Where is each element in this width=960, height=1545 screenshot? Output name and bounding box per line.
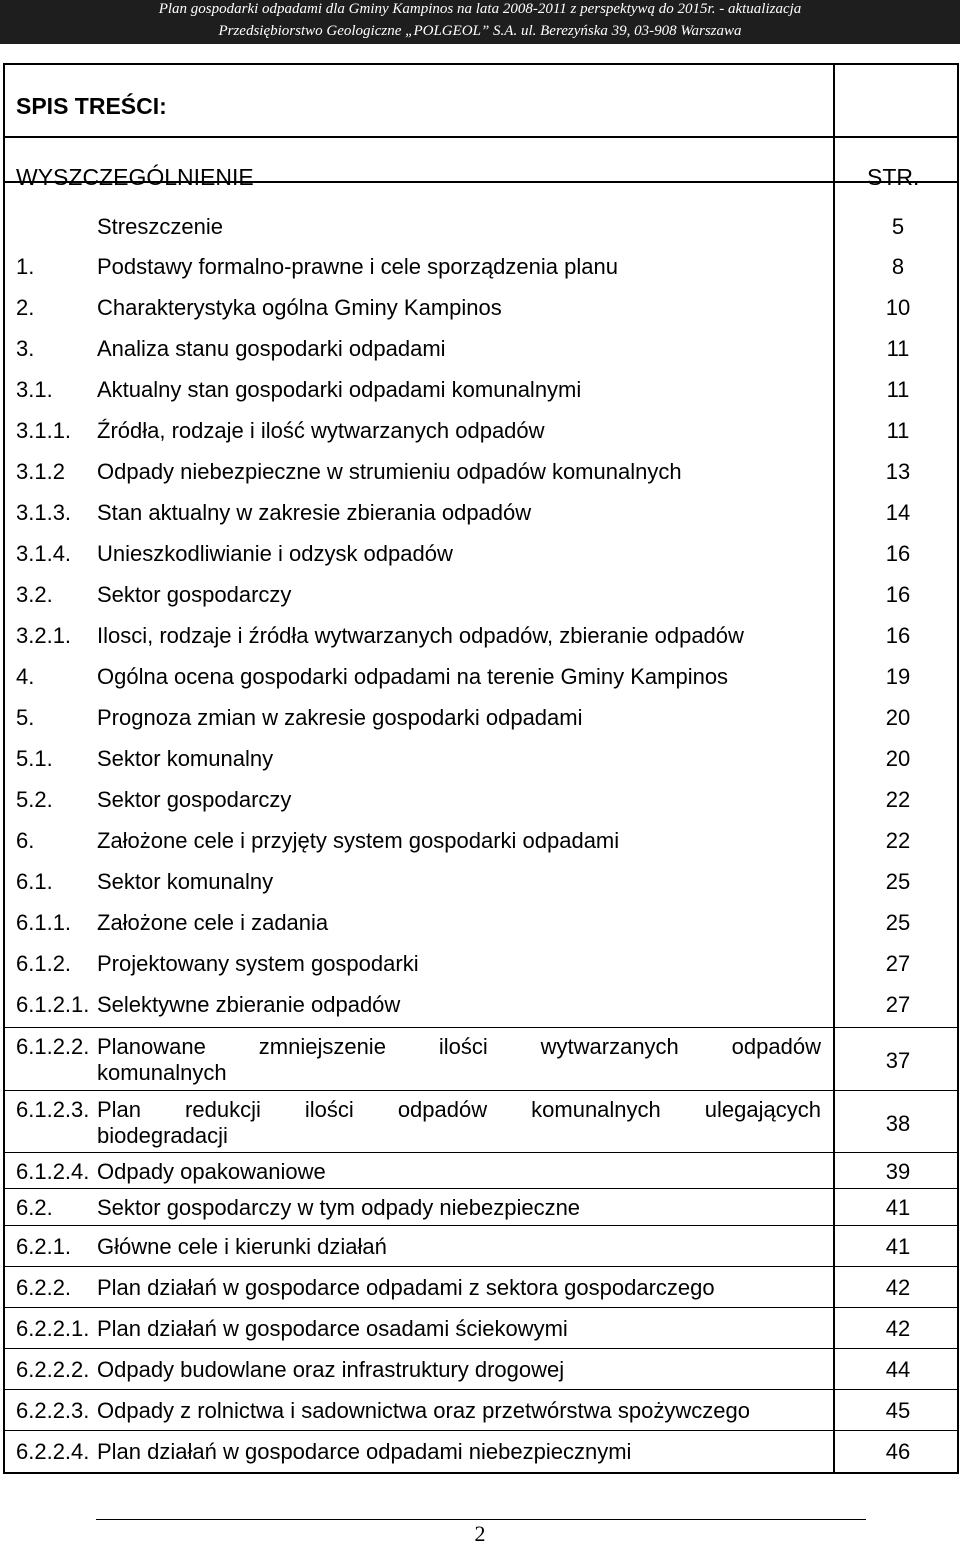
- toc-row-number: 3.1.4.: [16, 541, 72, 566]
- toc-row-page: 42: [885, 1316, 911, 1341]
- row-divider: [5, 1090, 957, 1091]
- row-divider: [5, 1307, 957, 1308]
- toc-row-title: Założone cele i przyjęty system gospodarki odpadami: [97, 828, 620, 853]
- row-divider: [5, 1430, 957, 1431]
- toc-row-title: Selektywne zbieranie odpadów: [97, 992, 401, 1017]
- toc-row-number: 6.1.2.: [16, 951, 72, 976]
- toc-row-page: 20: [885, 746, 911, 771]
- toc-row-page: 39: [885, 1159, 911, 1184]
- toc-row-page: 37: [885, 1048, 911, 1073]
- toc-row-title: Sektor gospodarczy w tym odpady niebezpieczne: [97, 1195, 581, 1220]
- header-line-1: Plan gospodarki odpadami dla Gminy Kampinos na lata 2008-2011 z perspektywą do 2015r. - aktualizacja: [158, 1, 802, 17]
- row-divider: [5, 1348, 957, 1349]
- toc-row-number: 5.: [16, 705, 35, 730]
- toc-row-page: 11: [886, 418, 910, 443]
- toc-row-title: Sektor gospodarczy: [97, 787, 292, 812]
- row-divider: [5, 1389, 957, 1390]
- toc-row-title-line-2: komunalnych: [97, 1060, 227, 1085]
- toc-row-title-line-2: biodegradacji: [97, 1123, 228, 1148]
- toc-row-number: 3.2.1.: [16, 623, 72, 648]
- footer-rule: [96, 1519, 866, 1520]
- toc-row-page: 14: [885, 500, 911, 525]
- toc-row-title: Analiza stanu gospodarki odpadami: [97, 336, 446, 361]
- toc-row-number: 3.2.: [16, 582, 53, 607]
- toc-row-page: 16: [885, 541, 911, 566]
- toc-row-number: 6.1.2.3.: [16, 1097, 90, 1122]
- toc-row-page: 41: [885, 1234, 911, 1259]
- toc-row-page: 25: [885, 869, 911, 894]
- toc-row-title-line-1: Planowane zmniejszenie ilości wytwarzanych odpadów: [97, 1034, 821, 1059]
- toc-row-title: Podstawy formalno-prawne i cele sporządzenia planu: [97, 254, 618, 279]
- toc-row-page: 46: [885, 1439, 911, 1464]
- toc-row-title: Ogólna ocena gospodarki odpadami na terenie Gminy Kampinos: [97, 664, 729, 689]
- toc-row-number: 6.2.2.2.: [16, 1357, 90, 1382]
- toc-row-title: Stan aktualny w zakresie zbierania odpadów: [97, 500, 532, 525]
- page-column-heading: STR.: [867, 164, 920, 190]
- toc-row-number: 3.1.: [16, 377, 53, 402]
- title-divider: [5, 136, 957, 138]
- toc-row-page: 8: [891, 254, 905, 279]
- column-heading: WYSZCZEGÓLNIENIE: [16, 164, 254, 190]
- toc-row-title: Streszczenie: [97, 214, 223, 239]
- toc-row-page: 20: [885, 705, 911, 730]
- toc-row-number: 6.: [16, 828, 35, 853]
- toc-row-title: Ilosci, rodzaje i źródła wytwarzanych odpadów, zbieranie odpadów: [97, 623, 744, 648]
- toc-row-title: Odpady opakowaniowe: [97, 1159, 326, 1184]
- toc-row-title: Główne cele i kierunki działań: [97, 1234, 387, 1259]
- toc-row-title: Charakterystyka ogólna Gminy Kampinos: [97, 295, 502, 320]
- toc-row-number: 2.: [16, 295, 35, 320]
- toc-row-number: 6.2.2.4.: [16, 1439, 90, 1464]
- toc-row-title: Sektor gospodarczy: [97, 582, 292, 607]
- toc-row-number: 3.: [16, 336, 35, 361]
- toc-row-number: 3.1.3.: [16, 500, 72, 525]
- row-divider: [5, 1152, 957, 1153]
- toc-row-page: 25: [885, 910, 911, 935]
- toc-row-number: 3.1.2: [16, 459, 65, 484]
- toc-row-page: 16: [885, 582, 911, 607]
- toc-row-page: 38: [885, 1111, 911, 1136]
- toc-row-title: Plan działań w gospodarce odpadami niebezpiecznymi: [97, 1439, 632, 1464]
- toc-row-number: 6.1.2.4.: [16, 1159, 90, 1184]
- toc-row-page: 16: [885, 623, 911, 648]
- toc-row-number: 6.2.: [16, 1195, 53, 1220]
- toc-row-page: 42: [885, 1275, 911, 1300]
- toc-row-page: 45: [885, 1398, 911, 1423]
- toc-row-title: Założone cele i zadania: [97, 910, 329, 935]
- toc-row-page: 22: [885, 787, 911, 812]
- toc-row-title: Odpady niebezpieczne w strumieniu odpadów komunalnych: [97, 459, 682, 484]
- toc-row-title: Plan działań w gospodarce odpadami z sektora gospodarczego: [97, 1275, 715, 1300]
- toc-row-title: Aktualny stan gospodarki odpadami komunalnymi: [97, 377, 582, 402]
- toc-row-number: 3.1.1.: [16, 418, 72, 443]
- toc-table: [3, 63, 959, 1474]
- toc-row-title: [97, 1034, 821, 1086]
- toc-row-page: 13: [885, 459, 911, 484]
- row-divider: [5, 1225, 957, 1226]
- toc-row-page: 44: [885, 1357, 911, 1382]
- toc-row-title: Sektor komunalny: [97, 746, 274, 771]
- toc-title: SPIS TREŚCI:: [16, 93, 167, 119]
- toc-row-page: 41: [885, 1195, 911, 1220]
- toc-row-title: Sektor komunalny: [97, 869, 274, 894]
- toc-row-page: 5: [891, 214, 905, 239]
- toc-row-page: 11: [886, 377, 910, 402]
- toc-row-number: 6.2.2.: [16, 1275, 72, 1300]
- row-divider: [5, 1188, 957, 1189]
- toc-row-number: 4.: [16, 664, 35, 689]
- row-divider: [5, 1027, 957, 1028]
- page-number: 2: [474, 1521, 486, 1545]
- toc-row-title: Odpady budowlane oraz infrastruktury drogowej: [97, 1357, 565, 1382]
- toc-row-page: 10: [885, 295, 911, 320]
- toc-row-title: Odpady z rolnictwa i sadownictwa oraz przetwórstwa spożywczego: [97, 1398, 750, 1423]
- toc-row-number: 6.2.2.3.: [16, 1398, 90, 1423]
- toc-row-number: 6.1.: [16, 869, 53, 894]
- toc-row-number: 6.1.2.2.: [16, 1034, 90, 1059]
- header-line-2: Przedsiębiorstwo Geologiczne „POLGEOL” S.A. ul. Berezyńska 39, 03-908 Warszawa: [218, 23, 742, 39]
- toc-row-title: Prognoza zmian w zakresie gospodarki odpadami: [97, 705, 583, 730]
- toc-row-title: Unieszkodliwianie i odzysk odpadów: [97, 541, 453, 566]
- toc-row-page: 11: [886, 336, 910, 361]
- toc-row-page: 27: [885, 992, 911, 1017]
- column-divider: [833, 65, 835, 1472]
- toc-row-title: Plan działań w gospodarce osadami ściekowymi: [97, 1316, 568, 1341]
- toc-row-page: 22: [885, 828, 911, 853]
- toc-row-title: Projektowany system gospodarki: [97, 951, 419, 976]
- toc-row-title: Źródła, rodzaje i ilość wytwarzanych odpadów: [97, 418, 545, 443]
- toc-row-title: [97, 1097, 821, 1149]
- toc-row-number: 5.2.: [16, 787, 53, 812]
- toc-row-page: 27: [885, 951, 911, 976]
- toc-row-page: 19: [885, 664, 911, 689]
- toc-row-number: 6.2.1.: [16, 1234, 72, 1259]
- toc-row-number: 5.1.: [16, 746, 53, 771]
- toc-row-title-line-1: Plan redukcji ilości odpadów komunalnych ulegających: [97, 1097, 821, 1122]
- toc-row-number: 6.2.2.1.: [16, 1316, 90, 1341]
- toc-row-number: 1.: [16, 254, 35, 279]
- row-divider: [5, 1266, 957, 1267]
- toc-row-number: 6.1.2.1.: [16, 992, 90, 1017]
- toc-row-number: 6.1.1.: [16, 910, 72, 935]
